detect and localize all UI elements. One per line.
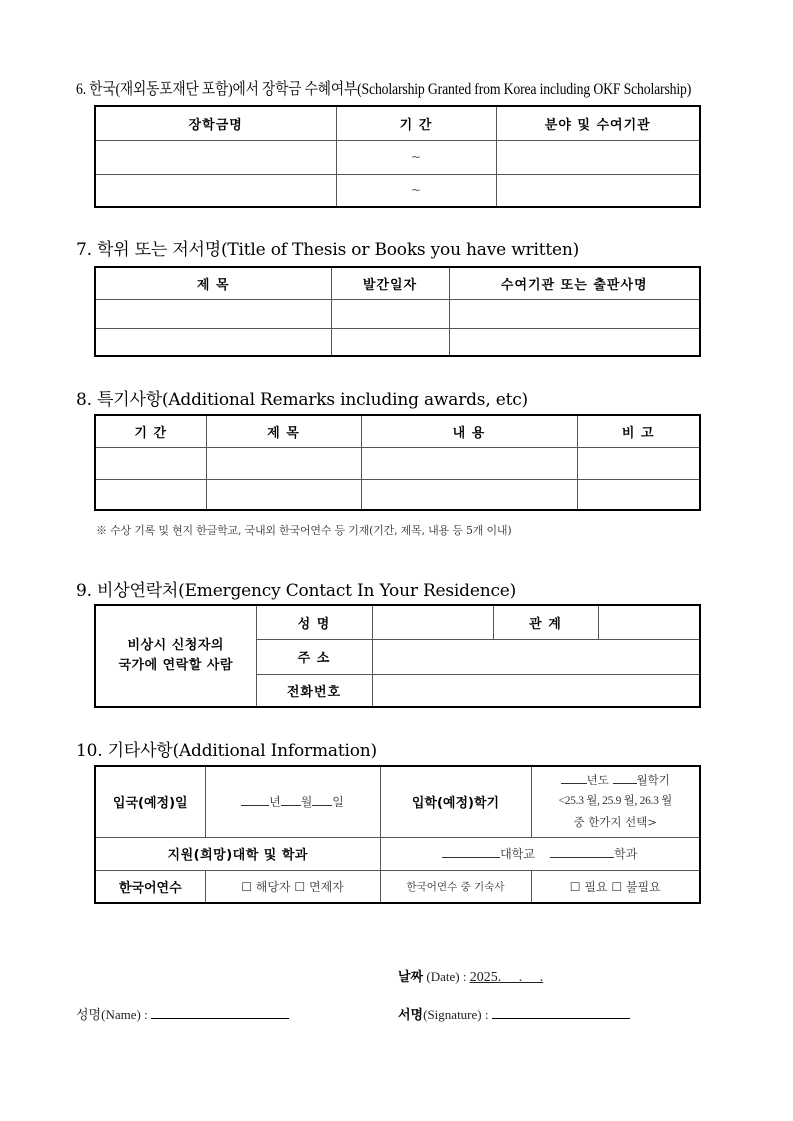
remarks-cell[interactable]	[577, 479, 700, 510]
emergency-label-line2: 국가에 연락할 사람	[118, 658, 234, 673]
scholarship-name-cell[interactable]	[95, 140, 336, 174]
content-cell[interactable]	[361, 447, 577, 479]
table-row	[95, 328, 700, 356]
semester-term-blank[interactable]	[613, 771, 637, 784]
applicant-name-field[interactable]	[151, 1018, 289, 1019]
title-cell[interactable]	[206, 479, 361, 510]
semester-label: 입학(예정)학기	[380, 766, 531, 837]
dorm-not-needed-checkbox[interactable]: ☐ 불필요	[611, 879, 661, 894]
thesis-title-cell[interactable]	[95, 328, 331, 356]
title-cell[interactable]	[206, 447, 361, 479]
scholarship-table	[94, 105, 701, 208]
date-label-en: (Date) :	[426, 969, 467, 984]
publish-date-cell[interactable]	[331, 328, 449, 356]
publisher-cell[interactable]	[449, 299, 700, 328]
phone-label: 전화번호	[256, 674, 372, 707]
section6-title: 6. 한국(재외동포재단 포함)에서 장학금 수혜여부(Scholarship Granted from Korea including OKF Scholarship)	[76, 81, 692, 98]
header-scholarship-name: 장학금명	[95, 106, 336, 140]
publish-date-cell[interactable]	[331, 299, 449, 328]
thesis-title-cell[interactable]	[95, 299, 331, 328]
date-field[interactable]: 2025. . .	[469, 970, 544, 985]
entry-month-blank[interactable]	[281, 793, 301, 806]
remarks-table	[94, 414, 701, 511]
dormitory-label: 한국어연수 중 기숙사	[380, 870, 531, 903]
department-suffix: 학과	[614, 847, 638, 861]
table-row	[95, 140, 700, 174]
remarks-cell[interactable]	[577, 447, 700, 479]
university-label: 지원(희망)대학 및 학과	[95, 837, 380, 870]
entry-month-unit: 월	[300, 795, 313, 810]
institution-cell[interactable]	[496, 140, 700, 174]
contact-relation-field[interactable]	[598, 605, 700, 639]
header-title: 제 목	[95, 267, 331, 299]
content-cell[interactable]	[361, 479, 577, 510]
emergency-label-line1: 비상시 신청자의	[127, 638, 224, 653]
contact-address-field[interactable]	[372, 639, 700, 674]
emergency-contact-label	[95, 605, 256, 707]
section10-title: 10. 기타사항(Additional Information)	[76, 741, 377, 761]
semester-term-unit: 월학기	[636, 773, 670, 788]
relation-label: 관 계	[493, 605, 598, 639]
table-row	[95, 299, 700, 328]
language-training-options	[205, 870, 380, 903]
scholarship-name-cell[interactable]	[95, 174, 336, 207]
header-publisher: 수여기관 또는 출판사명	[449, 267, 700, 299]
header-period: 기 간	[336, 106, 496, 140]
remarks-note: ※ 수상 기록 및 현지 한글학교, 국내외 한국어연수 등 기재(기간, 제목, 내용 등 5개 이내)	[96, 524, 512, 537]
university-suffix: 대학교	[500, 847, 535, 861]
address-label: 주 소	[256, 639, 372, 674]
dormitory-options	[531, 870, 700, 903]
university-blank[interactable]	[442, 845, 500, 858]
dorm-needed-checkbox[interactable]: ☐ 필요	[569, 879, 608, 894]
period-cell[interactable]: ~	[336, 140, 496, 174]
section8-title: 8. 특기사항(Additional Remarks including awards, etc)	[76, 390, 528, 410]
name-label: 성 명	[256, 605, 372, 639]
publisher-cell[interactable]	[449, 328, 700, 356]
date-label-ko: 날짜	[398, 970, 424, 985]
entry-day-blank[interactable]	[312, 793, 332, 806]
header-period: 기 간	[95, 415, 206, 447]
eligible-checkbox[interactable]: ☐ 해당자	[241, 879, 291, 894]
semester-options: <25.3 월, 25.9 월, 26.3 월	[558, 795, 672, 808]
period-cell[interactable]	[95, 447, 206, 479]
entry-day-unit: 일	[332, 795, 344, 810]
contact-name-field[interactable]	[372, 605, 493, 639]
university-field[interactable]	[380, 837, 700, 870]
institution-cell[interactable]	[496, 174, 700, 207]
semester-hint: 중 한가지 선택>	[573, 815, 658, 830]
period-cell[interactable]	[95, 479, 206, 510]
semester-field[interactable]	[531, 766, 700, 837]
name-row	[76, 1004, 289, 1023]
signature-row	[398, 1004, 630, 1023]
table-row	[95, 174, 700, 207]
table-row	[95, 479, 700, 510]
exempt-checkbox[interactable]: ☐ 면제자	[294, 879, 344, 894]
signature-label-ko: 서명	[398, 1008, 424, 1023]
date-row	[398, 966, 543, 986]
additional-info-table	[94, 765, 701, 904]
section7-title: 7. 학위 또는 저서명(Title of Thesis or Books you have written)	[76, 240, 580, 260]
period-cell[interactable]: ~	[336, 174, 496, 207]
signature-label-en: (Signature) :	[423, 1007, 489, 1022]
entry-date-field[interactable]	[205, 766, 380, 837]
semester-year-blank[interactable]	[561, 771, 587, 784]
section9-title: 9. 비상연락처(Emergency Contact In Your Residence)	[76, 581, 517, 601]
entry-date-label: 입국(예정)일	[95, 766, 205, 837]
entry-year-unit: 년	[269, 795, 281, 810]
header-title: 제 목	[206, 415, 361, 447]
emergency-contact-table	[94, 604, 701, 708]
entry-year-blank[interactable]	[241, 793, 269, 806]
signature-field[interactable]	[492, 1018, 630, 1019]
department-blank[interactable]	[550, 845, 614, 858]
header-remarks: 비 고	[577, 415, 700, 447]
header-field-institution: 분야 및 수여기관	[496, 106, 700, 140]
header-publish-date: 발간일자	[331, 267, 449, 299]
applicant-name-label: 성명(Name) :	[76, 1007, 148, 1022]
language-training-label: 한국어연수	[95, 870, 205, 903]
semester-year-unit: 년도	[586, 773, 609, 788]
table-row	[95, 447, 700, 479]
contact-phone-field[interactable]	[372, 674, 700, 707]
header-content: 내 용	[361, 415, 577, 447]
thesis-table	[94, 266, 701, 357]
